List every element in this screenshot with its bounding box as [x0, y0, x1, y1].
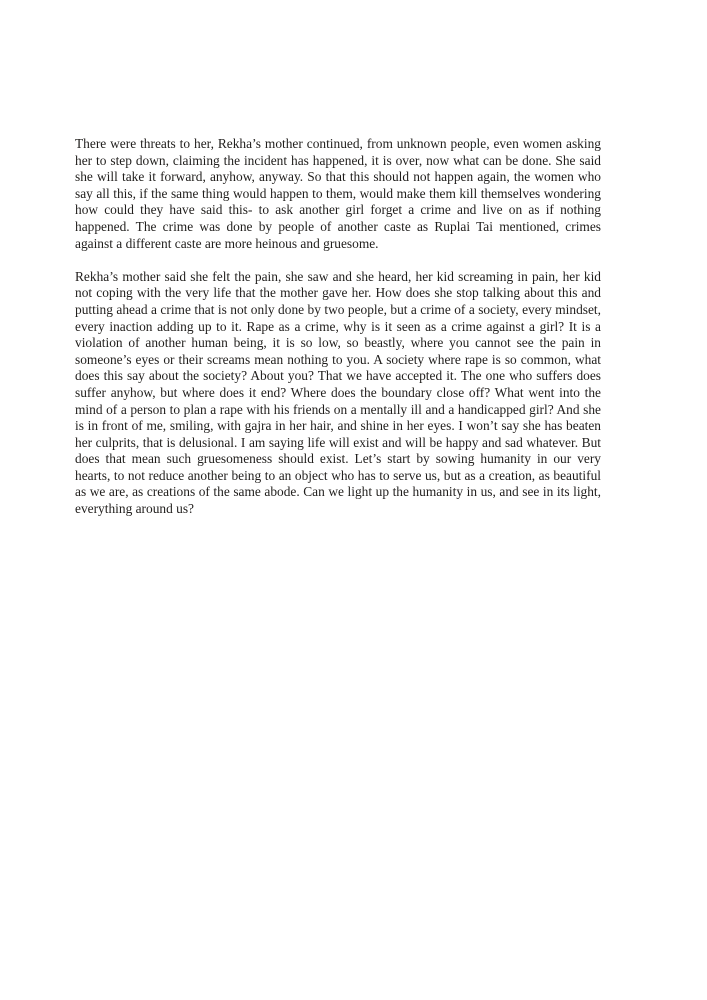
paragraph-2: Rekha’s mother said she felt the pain, she saw and she heard, her kid screaming in pain, her kid not coping with the very life that the mother gave her. How does she stop talking about this and putting ahead a crime that is not only done by two people, but a crime of a society, every mindset, every inaction adding up to it. Rape as a crime, why is it seen as a crime against a girl? It is a violation of another human being, it is so low, so beastly, where you cannot see the pain in someone’s eyes or their screams mean nothing to you. A society where rape is so common, what does this say about the society? About you? That we have accepted it. The one who suffers does suffer anyhow, but where does it end? Where does the boundary close off? What went into the mind of a person to plan a rape with his friends on a mentally ill and a handicapped girl? And she is in front of me, smiling, with gajra in her hair, and shine in her eyes. I won’t say she has beaten her culprits, that is delusional. I am saying life will exist and will be happy and sad whatever. But does that mean such gruesomeness should exist. Let’s start by sowing humanity in our very hearts, to not reduce another being to an object who has to serve us, but as a creation, as beautiful as we are, as creations of the same abode. Can we light up the humanity in us, and see in its light, everything around us? — [75, 268, 601, 517]
paragraph-1: There were threats to her, Rekha’s mother continued, from unknown people, even women asking her to step down, claiming the incident has happened, it is over, now what can be done. She said she will take it forward, anyhow, anyway. So that this should not happen again, the women who say all this, if the same thing would happen to them, would make them kill themselves wondering how could they have said this- to ask another girl forget a crime and live on as if nothing happened. The crime was done by people of another caste as Ruplai Tai mentioned, crimes against a different caste are more heinous and gruesome. — [75, 136, 601, 251]
body-text — [75, 136, 601, 518]
